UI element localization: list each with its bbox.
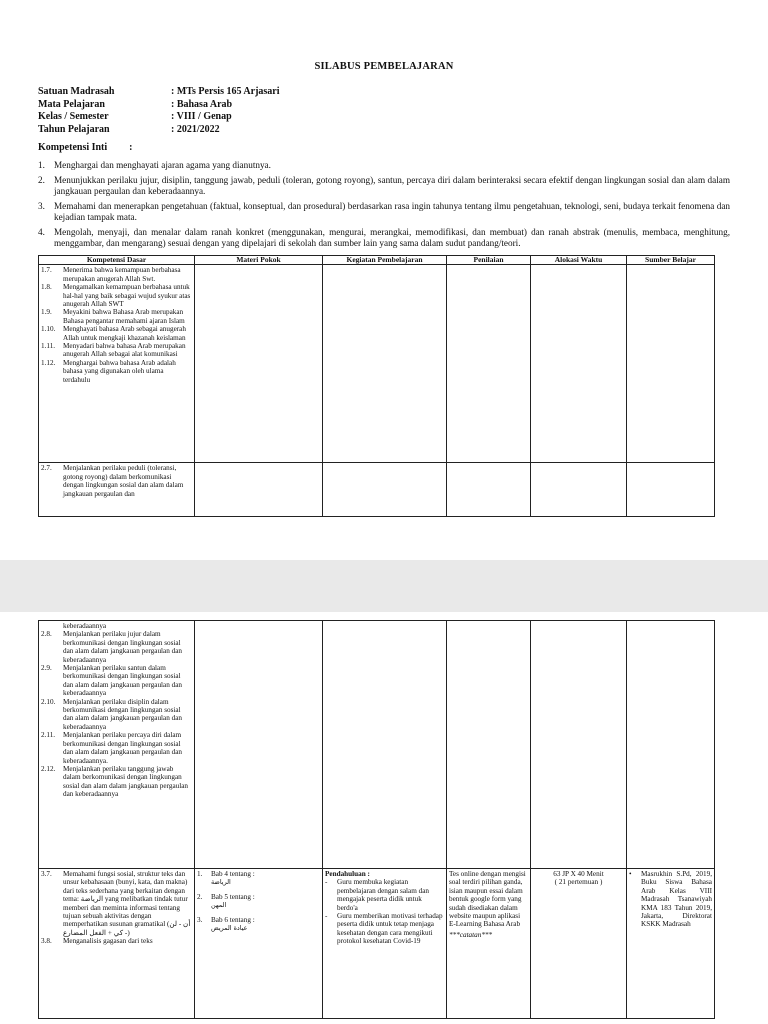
- empty-cell: [447, 265, 531, 463]
- ki-item: [38, 201, 730, 224]
- info-label: Mata Pelajaran: [38, 98, 105, 110]
- ki-text: Menunjukkan perilaku jujur, disiplin, tanggung jawab, peduli (toleran, gotong royong), santun, percaya diri dalam berinteraksi secara efektif dengan lingkungan sosial dan alam dalam jangkauan pergaulan dan keberadaannya.: [54, 174, 730, 196]
- arabic-topic: الرياضة: [211, 878, 231, 887]
- kd-item: 1.11. Menyadari bahwa bahasa Arab merupakan anugerah Allah sebagai alat komunikasi: [41, 342, 186, 359]
- empty-cell: [447, 621, 531, 869]
- info-value: : 2021/2022: [171, 123, 220, 135]
- empty-cell: [323, 463, 447, 517]
- penilaian-note: ***catatan***: [449, 930, 493, 939]
- header-kompetensi-dasar: Kompetensi Dasar: [39, 256, 195, 265]
- table-row: [39, 869, 715, 1019]
- document-page-2: [0, 612, 768, 1024]
- kd-cell: [39, 869, 195, 1019]
- empty-cell: [627, 265, 715, 463]
- empty-cell: [531, 621, 627, 869]
- header-materi-pokok: Materi Pokok: [195, 256, 323, 265]
- empty-cell: [627, 463, 715, 517]
- materi-item: 2. Bab 5 tentang : المهن: [197, 892, 255, 910]
- empty-cell: [323, 265, 447, 463]
- materi-item: 1. Bab 4 tentang : الرياضة: [197, 870, 255, 887]
- sumber-item: • Masrukhin S.Pd, 2019, Buku Siswa Bahasa Arab Kelas VIII Madrasah Tsanawiyah KMA 183 Tahun 2019, Jakarta, Direktorat KSKK Madrasah: [629, 870, 712, 929]
- header-kegiatan: Kegiatan Pembelajaran: [323, 256, 447, 265]
- empty-cell: [195, 463, 323, 517]
- kd-cell: [39, 463, 195, 517]
- arabic-topic: عيادة المريض: [211, 924, 248, 933]
- info-label: Satuan Madrasah: [38, 86, 115, 97]
- empty-cell: [195, 621, 323, 869]
- alokasi-cell: [531, 869, 627, 1019]
- kegiatan-cell: [323, 869, 447, 1019]
- empty-cell: [323, 621, 447, 869]
- ki-item: [38, 175, 730, 198]
- info-value: : MTs Persis 165 Arjasari: [171, 86, 280, 97]
- kd-item: 2.7. Menjalankan perilaku peduli (toleransi, gotong royong) dalam berkomunikasi dengan lingkungan sosial dan alam dalam jangkauan pergaulan dan: [41, 464, 184, 498]
- kd-item: 2.12. Menjalankan perilaku tanggung jawab dalam berkomunikasi dengan lingkungan sosial dan alam dalam jangkauan pergaulan dan keberadaannya: [41, 764, 189, 799]
- empty-cell: [195, 265, 323, 463]
- info-row: [38, 99, 280, 112]
- ki-heading: [38, 142, 133, 153]
- ki-num: 3.: [38, 200, 45, 211]
- alokasi-pertemuan: ( 21 pertemuan ): [554, 878, 603, 887]
- kd-item: 3.7. Memahami fungsi sosial, struktur teks dan unsur kebahasaan (bunyi, kata, dan makna) dari teks sederhana yang berkaitan dengan tema: الرياضة yang melibatkan tindak tutur memberi dan meminta informasi tentang tujuan sebuah aktivitas dengan memperhatikan susunan gramatikal (أن - لن - كي + الفعل المضارع): [41, 870, 191, 937]
- ki-title: Kompetensi Inti: [38, 142, 108, 153]
- arabic-topic: المهن: [211, 901, 227, 910]
- kd-item: 2.9. Menjalankan perilaku santun dalam berkomunikasi dengan lingkungan sosial dan alam dalam jangkauan pergaulan dan keberadaannya: [41, 664, 183, 698]
- document-title: SILABUS PEMBELAJARAN: [314, 61, 454, 72]
- bullet-icon: •: [629, 870, 632, 878]
- info-row: [38, 86, 280, 99]
- ki-num: 4.: [38, 226, 45, 237]
- identity-block: [38, 86, 280, 136]
- ki-text: Memahami dan menerapkan pengetahuan (faktual, konseptual, dan prosedural) berdasarkan rasa ingin tahunya tentang ilmu pengetahuan, teknologi, seni, budaya terkait fenomena dan kejadian tampak mata.: [54, 200, 730, 222]
- info-value: : VIII / Genap: [171, 111, 232, 122]
- kd-cell: [39, 621, 195, 869]
- syllabus-table-page-1: [38, 255, 715, 517]
- kd-item: 2.11. Menjalankan perilaku percaya diri dalam berkomunikasi dengan lingkungan sosial dan alam dalam jangkauan pergaulan dan keberadaannya.: [41, 731, 183, 765]
- table-header-row: [39, 256, 715, 265]
- ki-item: [38, 160, 730, 172]
- ki-text: Mengolah, menyaji, dan menalar dalam ranah konkret (menggunakan, mengurai, merangkai, memodifikasi, dan membuat) dan ranah abstrak (menulis, membaca, menghitung, menggambar, dan mengarang) sesuai dengan yang dipelajari di sekolah dan sumber lain yang sama dalam sudut pandang/teori.: [54, 226, 730, 248]
- kd-item: 3.8. Menganalisis gagasan dari teks: [41, 937, 153, 946]
- ki-item: [38, 227, 730, 250]
- table-row: [39, 621, 715, 869]
- kegiatan-item: - Guru memberikan motivasi terhadap peserta didik untuk tetap menjaga kesehatan dengan cara mengikuti protokol kesehatan Covid-19: [325, 912, 443, 946]
- info-label: Kelas / Semester: [38, 111, 109, 122]
- empty-cell: [627, 621, 715, 869]
- kd-item: 1.7. Menerima bahwa kemampuan berbahasa merupakan anugerah Allah Swt.: [41, 266, 181, 283]
- penilaian-text: Tes online dengan mengisi soal terdiri pilihan ganda, isian maupun essai dalam bentuk google form yang sudah disediakan dalam website maupun aplikasi E-Learning Bahasa Arab: [449, 870, 526, 929]
- penilaian-cell: [447, 869, 531, 1019]
- materi-cell: [195, 869, 323, 1019]
- table-row: [39, 265, 715, 463]
- kd-item: 2.8. Menjalankan perilaku jujur dalam berkomunikasi dengan lingkungan sosial dan alam dalam jangkauan pergaulan dan keberadaannya: [41, 630, 183, 664]
- table-row: [39, 463, 715, 517]
- kd-continuation: keberadaannya: [63, 622, 107, 630]
- header-penilaian: Penilaian: [447, 256, 531, 265]
- empty-cell: [531, 265, 627, 463]
- kd-cell: [39, 265, 195, 463]
- empty-cell: [447, 463, 531, 517]
- ki-num: 1.: [38, 160, 45, 170]
- kd-item: 1.10. Menghayati bahasa Arab sebagai anugerah Allah untuk mengkaji khazanah keislaman: [41, 325, 186, 342]
- kd-item: 1.8. Mengamalkan kemampuan berbahasa untuk hal-hal yang baik sebagai wujud syukur atas anugerah Allah SWT: [41, 283, 191, 309]
- kegiatan-title: Pendahuluan :: [325, 870, 370, 878]
- header-alokasi-waktu: Alokasi Waktu: [531, 256, 627, 265]
- info-row: [38, 124, 280, 137]
- ki-text: Menghargai dan menghayati ajaran agama yang dianutnya.: [54, 160, 271, 170]
- sumber-cell: [627, 869, 715, 1019]
- syllabus-table-page-2: [38, 620, 715, 1019]
- header-sumber-belajar: Sumber Belajar: [627, 256, 715, 265]
- kd-item: 1.12. Menghargai bahwa bahasa Arab adalah bahasa yang digunakan oleh ulama terdahulu: [41, 358, 176, 384]
- alokasi-jp: 63 JP X 40 Menit: [553, 870, 604, 878]
- materi-item: 3. Bab 6 tentang : عيادة المريض: [197, 915, 255, 933]
- info-value: : Bahasa Arab: [171, 98, 233, 110]
- kegiatan-item: - Guru membuka kegiatan pembelajaran dengan salam dan mengajak peserta didik untuk berdo'a: [325, 878, 429, 912]
- ki-list: [38, 160, 730, 253]
- info-label: Tahun Pelajaran: [38, 123, 110, 135]
- empty-cell: [531, 463, 627, 517]
- kd-item: 1.9. Meyakini bahwa Bahasa Arab merupakan Bahasa pengantar memahami ajaran Islam: [41, 308, 185, 325]
- ki-num: 2.: [38, 174, 45, 185]
- kd-item: 2.10. Menjalankan perilaku disiplin dalam berkomunikasi dengan lingkungan sosial dan alam dalam jangkauan pergaulan dan keberadaannya: [41, 697, 183, 731]
- info-row: [38, 111, 280, 124]
- ki-colon: :: [129, 142, 133, 153]
